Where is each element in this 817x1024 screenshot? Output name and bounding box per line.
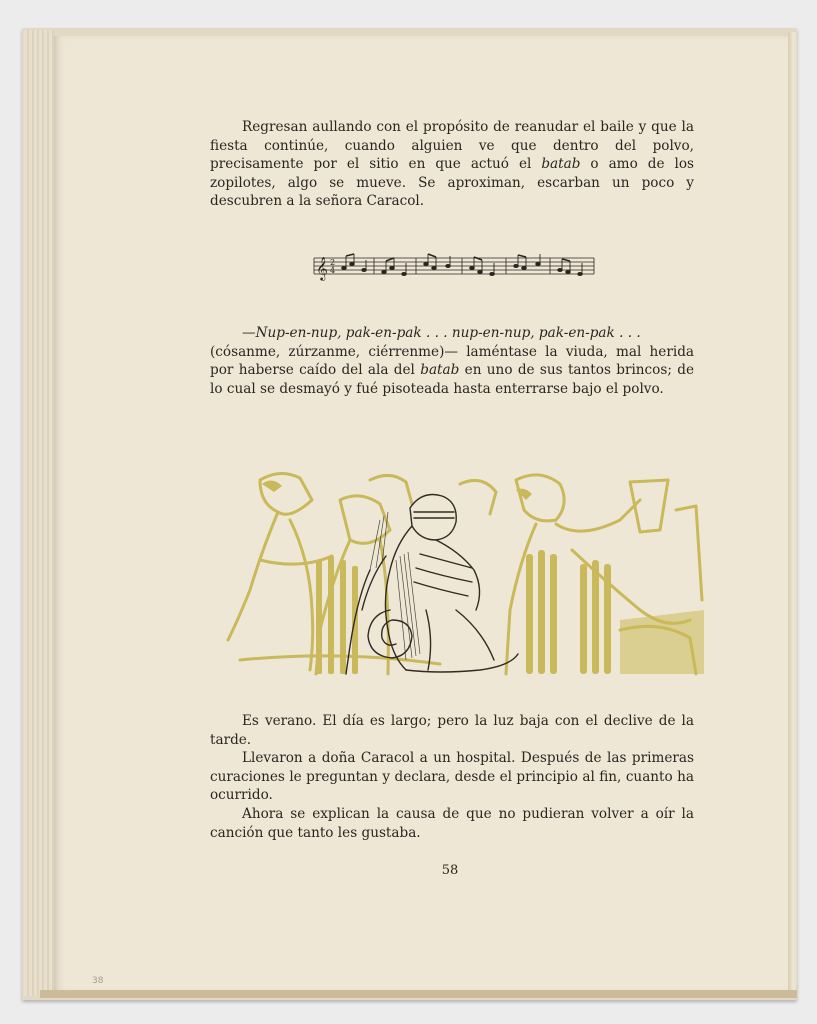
facing-page-edge [788, 32, 797, 994]
paragraph-2-text-b: en uno de sus tantos brincos; de lo cual se desmayó y fué pisoteada hasta enterrarse bajo el polvo. [210, 362, 694, 397]
pencil-mark: 38 [92, 976, 104, 986]
snail-lady-figure [346, 495, 518, 675]
song-paragraph [210, 324, 694, 398]
paragraph-3: Es verano. El día es largo; pero la luz baja con el declive de la tarde. [210, 713, 694, 748]
page-stack-edge [24, 30, 54, 996]
paragraph-1-text-b: o amo de los zopilotes, algo se mueve. Se aproximan, escarban un poco y descubren a la señora Caracol. [210, 156, 694, 210]
page-number: 58 [441, 863, 459, 878]
book-bottom-edge [40, 990, 797, 998]
paragraph-4: Llevaron a doña Caracol a un hospital. Después de las primeras curaciones le preguntan y declara, desde el principio al fin, cuanto ha ocurrido. [210, 750, 694, 804]
italic-batab-1: batab [541, 156, 581, 173]
paragraph-1-text-a: Regresan aullando con el propósito de reanudar el baile y que la fiesta continúe, cuando alguien ve que dentro del polvo, precisamente por el sitio en que actuó el [210, 119, 694, 173]
song-line: —Nup-en-nup, pak-en-pak . . . nup-en-nup, pak-en-pak . . . [242, 325, 641, 341]
time-signature-icon: 2 [330, 258, 336, 267]
paragraph-1 [210, 118, 694, 211]
music-staff [312, 250, 596, 282]
closing-paragraphs [210, 712, 694, 842]
svg-text:4: 4 [330, 266, 336, 275]
woodcut-illustration [220, 460, 704, 680]
paragraph-5: Ahora se explican la causa de que no pudieran volver a oír la canción que tanto les gustaba. [210, 805, 694, 841]
treble-clef-icon: 𝄞 [316, 256, 328, 280]
italic-batab-2: batab [420, 362, 460, 379]
paragraph-2-text-a: (cósanme, zúrzanme, ciérrenme)— laméntase la viuda, mal herida por haberse caído del ala del [210, 343, 694, 379]
